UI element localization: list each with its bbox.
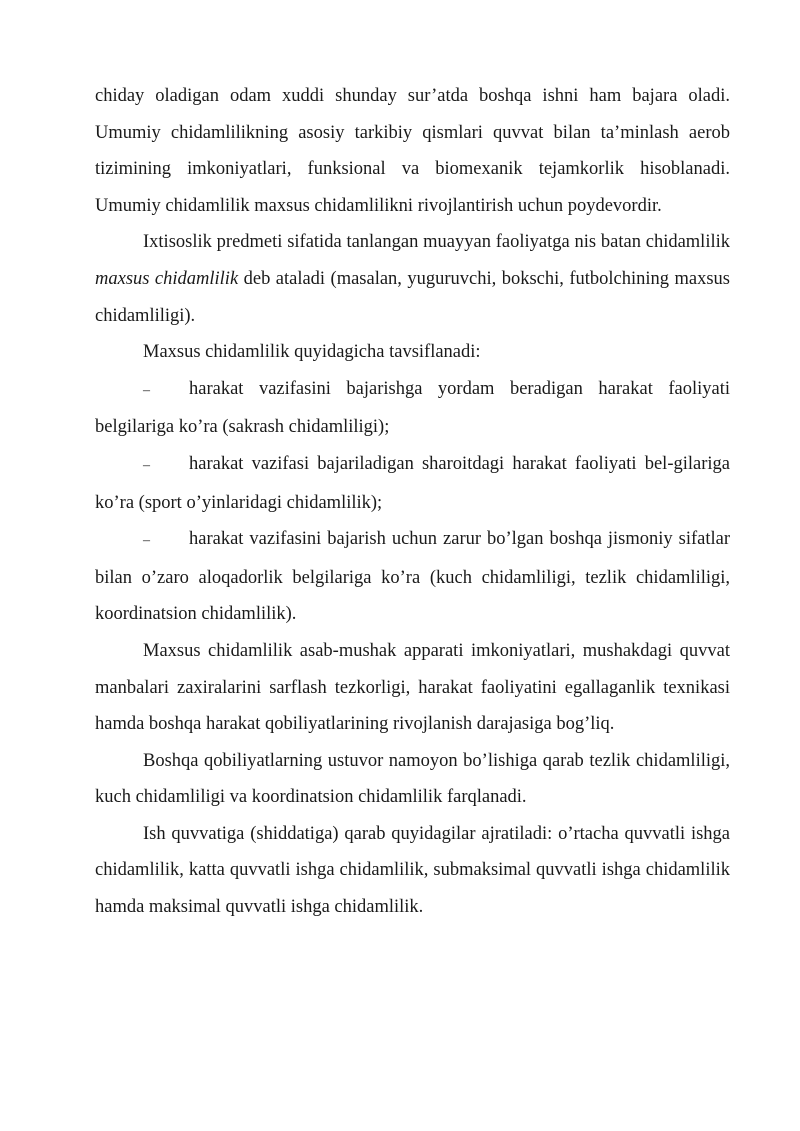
list-item-text: harakat vazifasini bajarish uchun zarur bo’lgan boshqa jismoniy sifatlar bilan o’zaro aloqadorlik belgilariga ko’ra (kuch chidamliligi, tezlik chidamliligi, koordinatsion chidamlilik). bbox=[95, 529, 730, 625]
paragraph-general-endurance: chiday oladigan odam xuddi shunday sur’atda boshqa ishni ham bajara oladi. Umumiy chidamlilikning asosiy tarkibiy qismlari quvvat bilan ta’minlash aerob tizimining imkoniyatlari, funksional va biomexanik tejamkorlik hisoblanadi. Umumiy chidamlilik maxsus chidamlilikni rivojlantirish uchun poydevordir. bbox=[95, 86, 730, 216]
defined-term: maxsus chidamlilik bbox=[95, 268, 239, 289]
paragraph-dependencies: Maxsus chidamlilik asab-mushak apparati imkoniyatlari, mushakdagi quvvat manbalari zaxiralarini sarflash tezkorligi, harakat faoliyatini egallaganlik texnikasi hamda boshqa harakat qobiliyatlarining rivojlanish darajasiga bog’liq. bbox=[95, 640, 730, 735]
paragraph-list-intro: Maxsus chidamlilik quyidagicha tavsiflanadi: bbox=[143, 342, 481, 363]
paragraph-power-levels: Ish quvvatiga (shiddatiga) qarab quyidagilar ajratiladi: o’rtacha quvvatli ishga chidamlilik, katta quvvatli ishga chidamlilik, submaksimal quvvatli ishga chidamlilik hamda maksimal quvvatli ishga chidamlilik. bbox=[95, 823, 730, 918]
list-dash-marker: – bbox=[143, 533, 150, 549]
definition-text-before: Ixtisoslik predmeti sifatida tanlangan muayyan faoliyatga nis batan chidamlilik bbox=[143, 232, 730, 253]
document-page bbox=[95, 78, 730, 926]
list-item-text: harakat vazifasi bajariladigan sharoitdagi harakat faoliyati bel-gilariga ko’ra (sport o’yinlaridagi chidamlilik); bbox=[95, 453, 730, 513]
list-item-text: harakat vazifasini bajarishga yordam beradigan harakat faoliyati belgilariga ko’ra (sakrash chidamliligi); bbox=[95, 378, 730, 438]
list-dash-marker: – bbox=[143, 457, 150, 473]
list-item bbox=[95, 521, 730, 633]
list-item bbox=[95, 446, 730, 521]
definition-text-after: deb ataladi (masalan, yuguruvchi, bokschi, futbolchining maxsus chidamliligi). bbox=[95, 268, 730, 326]
list-item bbox=[95, 371, 730, 446]
paragraph-distinctions: Boshqa qobiliyatlarning ustuvor namoyon bo’lishiga qarab tezlik chidamliligi, kuch chidamliligi va koordinatsion chidamlilik farqlanadi. bbox=[95, 750, 730, 808]
paragraph-special-endurance-definition bbox=[95, 224, 730, 334]
list-dash-marker: – bbox=[143, 382, 150, 398]
